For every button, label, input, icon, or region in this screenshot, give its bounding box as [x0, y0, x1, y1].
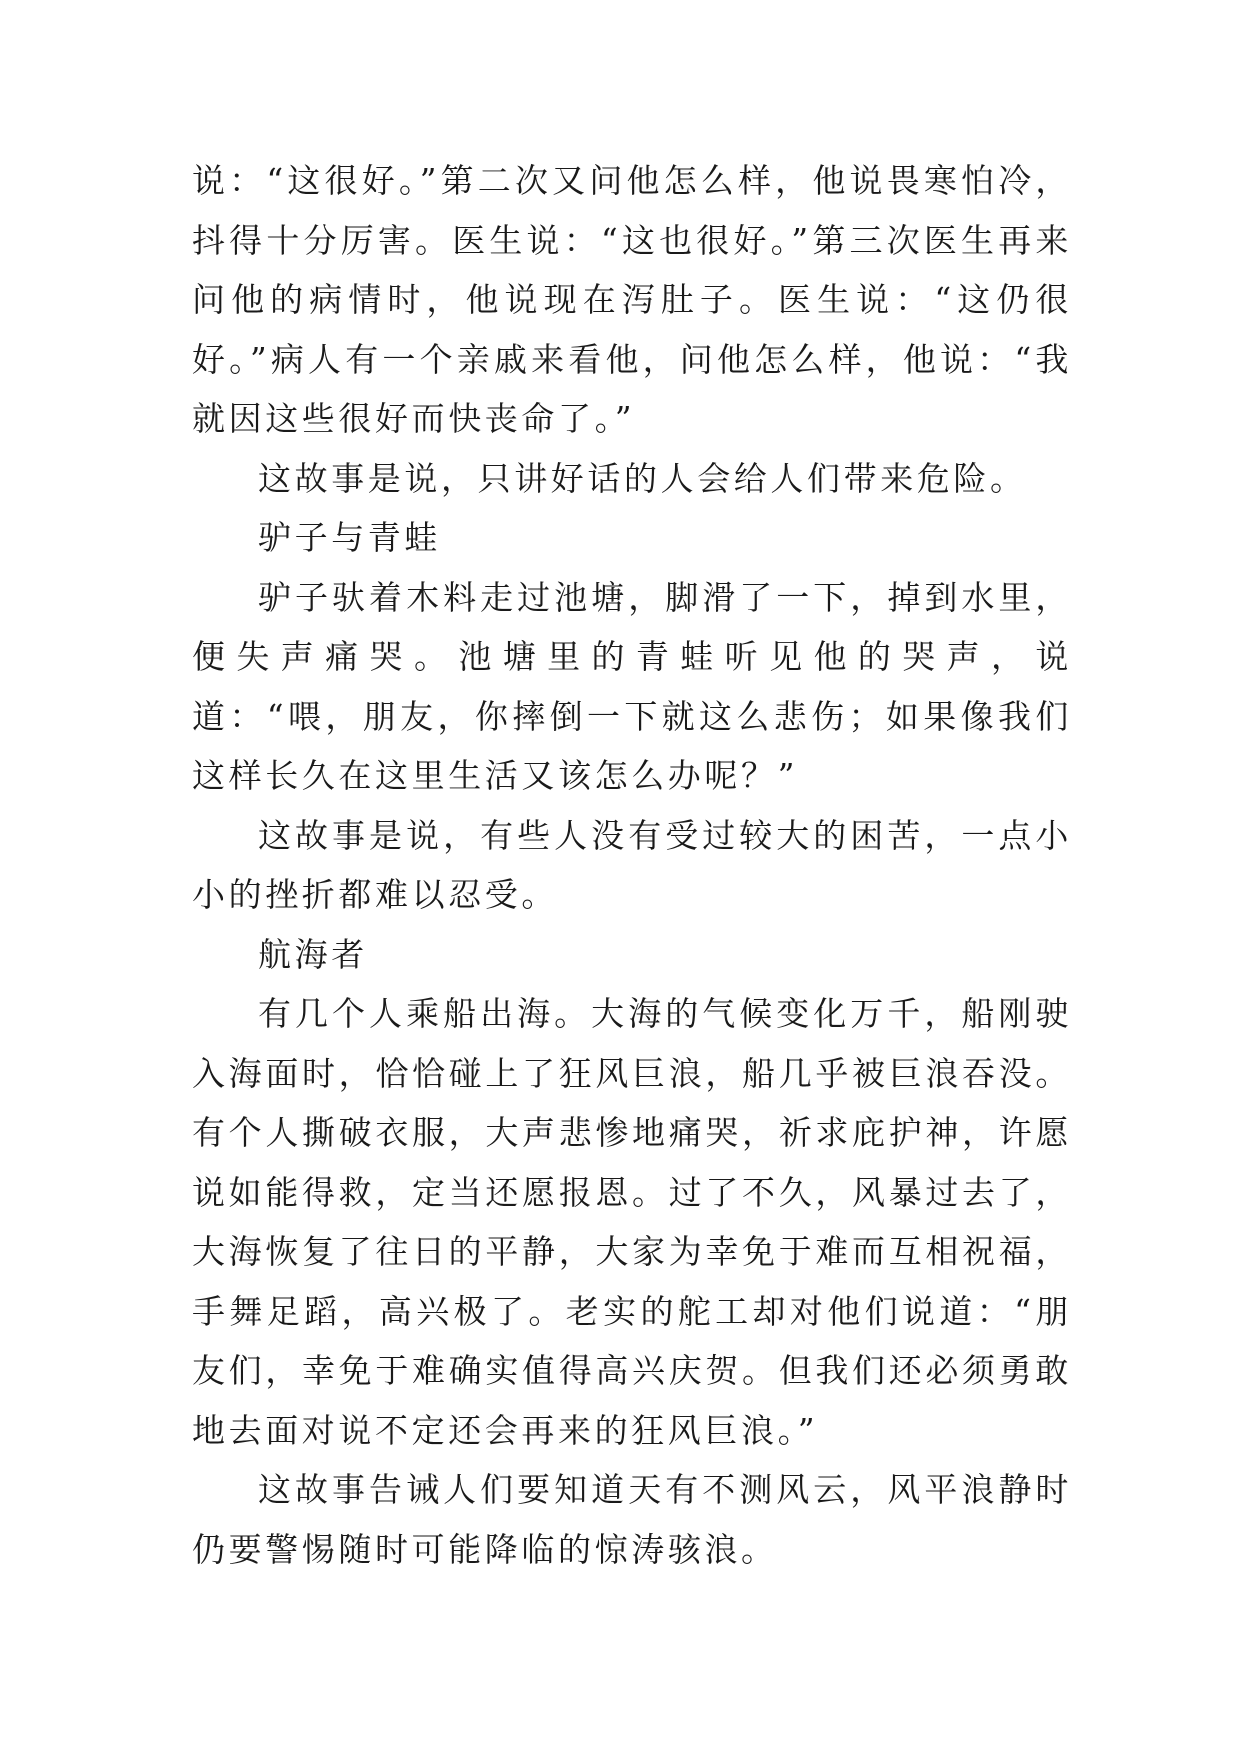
document-body — [192, 151, 1072, 1579]
paragraph-doctor-story-end: 说：“这很好。”第二次又问他怎么样，他说畏寒怕冷，抖得十分厉害。医生说：“这也很好。”第三次医生再来问他的病情时，他说现在泻肚子。医生说：“这仍很好。”病人有一个亲戚来看他，问他怎么样，他说：“我就因这些很好而快丧命了。” — [192, 161, 1072, 438]
moral-hardship: 这故事是说，有些人没有受过较大的困苦，一点小小的挫折都难以忍受。 — [192, 815, 1072, 914]
paragraph-sailors: 有几个人乘船出海。大海的气候变化万千，船刚驶入海面时，恰恰碰上了狂风巨浪，船几乎被巨浪吞没。有个人撕破衣服，大声悲惨地痛哭，祈求庇护神，许愿说如能得救，定当还愿报恩。过了不久，风暴过去了，大海恢复了往日的平静，大家为幸免于难而互相祝福，手舞足蹈，高兴极了。老实的舵工却对他们说道：“朋友们，幸免于难确实值得高兴庆贺。但我们还必须勇敢地去面对说不定还会再来的狂风巨浪。” — [192, 994, 1072, 1450]
moral-storm: 这故事告诫人们要知道天有不测风云，风平浪静时仍要警惕随时可能降临的惊涛骇浪。 — [192, 1470, 1072, 1569]
moral-good-words: 这故事是说，只讲好话的人会给人们带来危险。 — [258, 458, 1027, 498]
story-title-sailors: 航海者 — [258, 934, 368, 974]
story-title-donkey-frog: 驴子与青蛙 — [258, 518, 441, 557]
paragraph-donkey-frog: 驴子驮着木料走过池塘，脚滑了一下，掉到水里，便失声痛哭。池塘里的青蛙听见他的哭声，说道：“喂，朋友，你摔倒一下就这么悲伤；如果像我们这样长久在这里生活又该怎么办呢？” — [192, 577, 1072, 795]
